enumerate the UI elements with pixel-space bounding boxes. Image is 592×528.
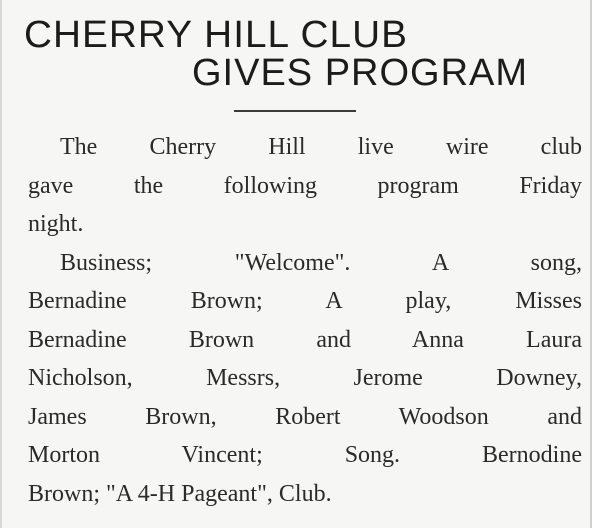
body-line-9: Morton Vincent; Song. Bernodine [28, 442, 582, 468]
headline-divider [234, 110, 356, 112]
body-line-10: Brown; "A 4-H Pageant", Club. [28, 480, 332, 507]
headline-line-2: GIVES PROGRAM [192, 52, 529, 94]
body-line-6: Bernadine Brown and Anna Laura [28, 326, 582, 353]
body-line-2: gave the following program Friday [28, 172, 582, 199]
article-body [28, 128, 582, 513]
body-line-1: The Cherry Hill live wire club [60, 134, 582, 160]
body-line-4: Business; "Welcome". A song, [60, 249, 582, 276]
body-line-5: Bernadine Brown; A play, Misses [28, 288, 582, 314]
headline-line-1: CHERRY HILL CLUB [24, 14, 408, 56]
body-line-7: Nicholson, Messrs, Jerome Downey, [28, 365, 582, 391]
body-line-8: James Brown, Robert Woodson and [28, 403, 582, 430]
body-line-3: night. [28, 211, 84, 237]
